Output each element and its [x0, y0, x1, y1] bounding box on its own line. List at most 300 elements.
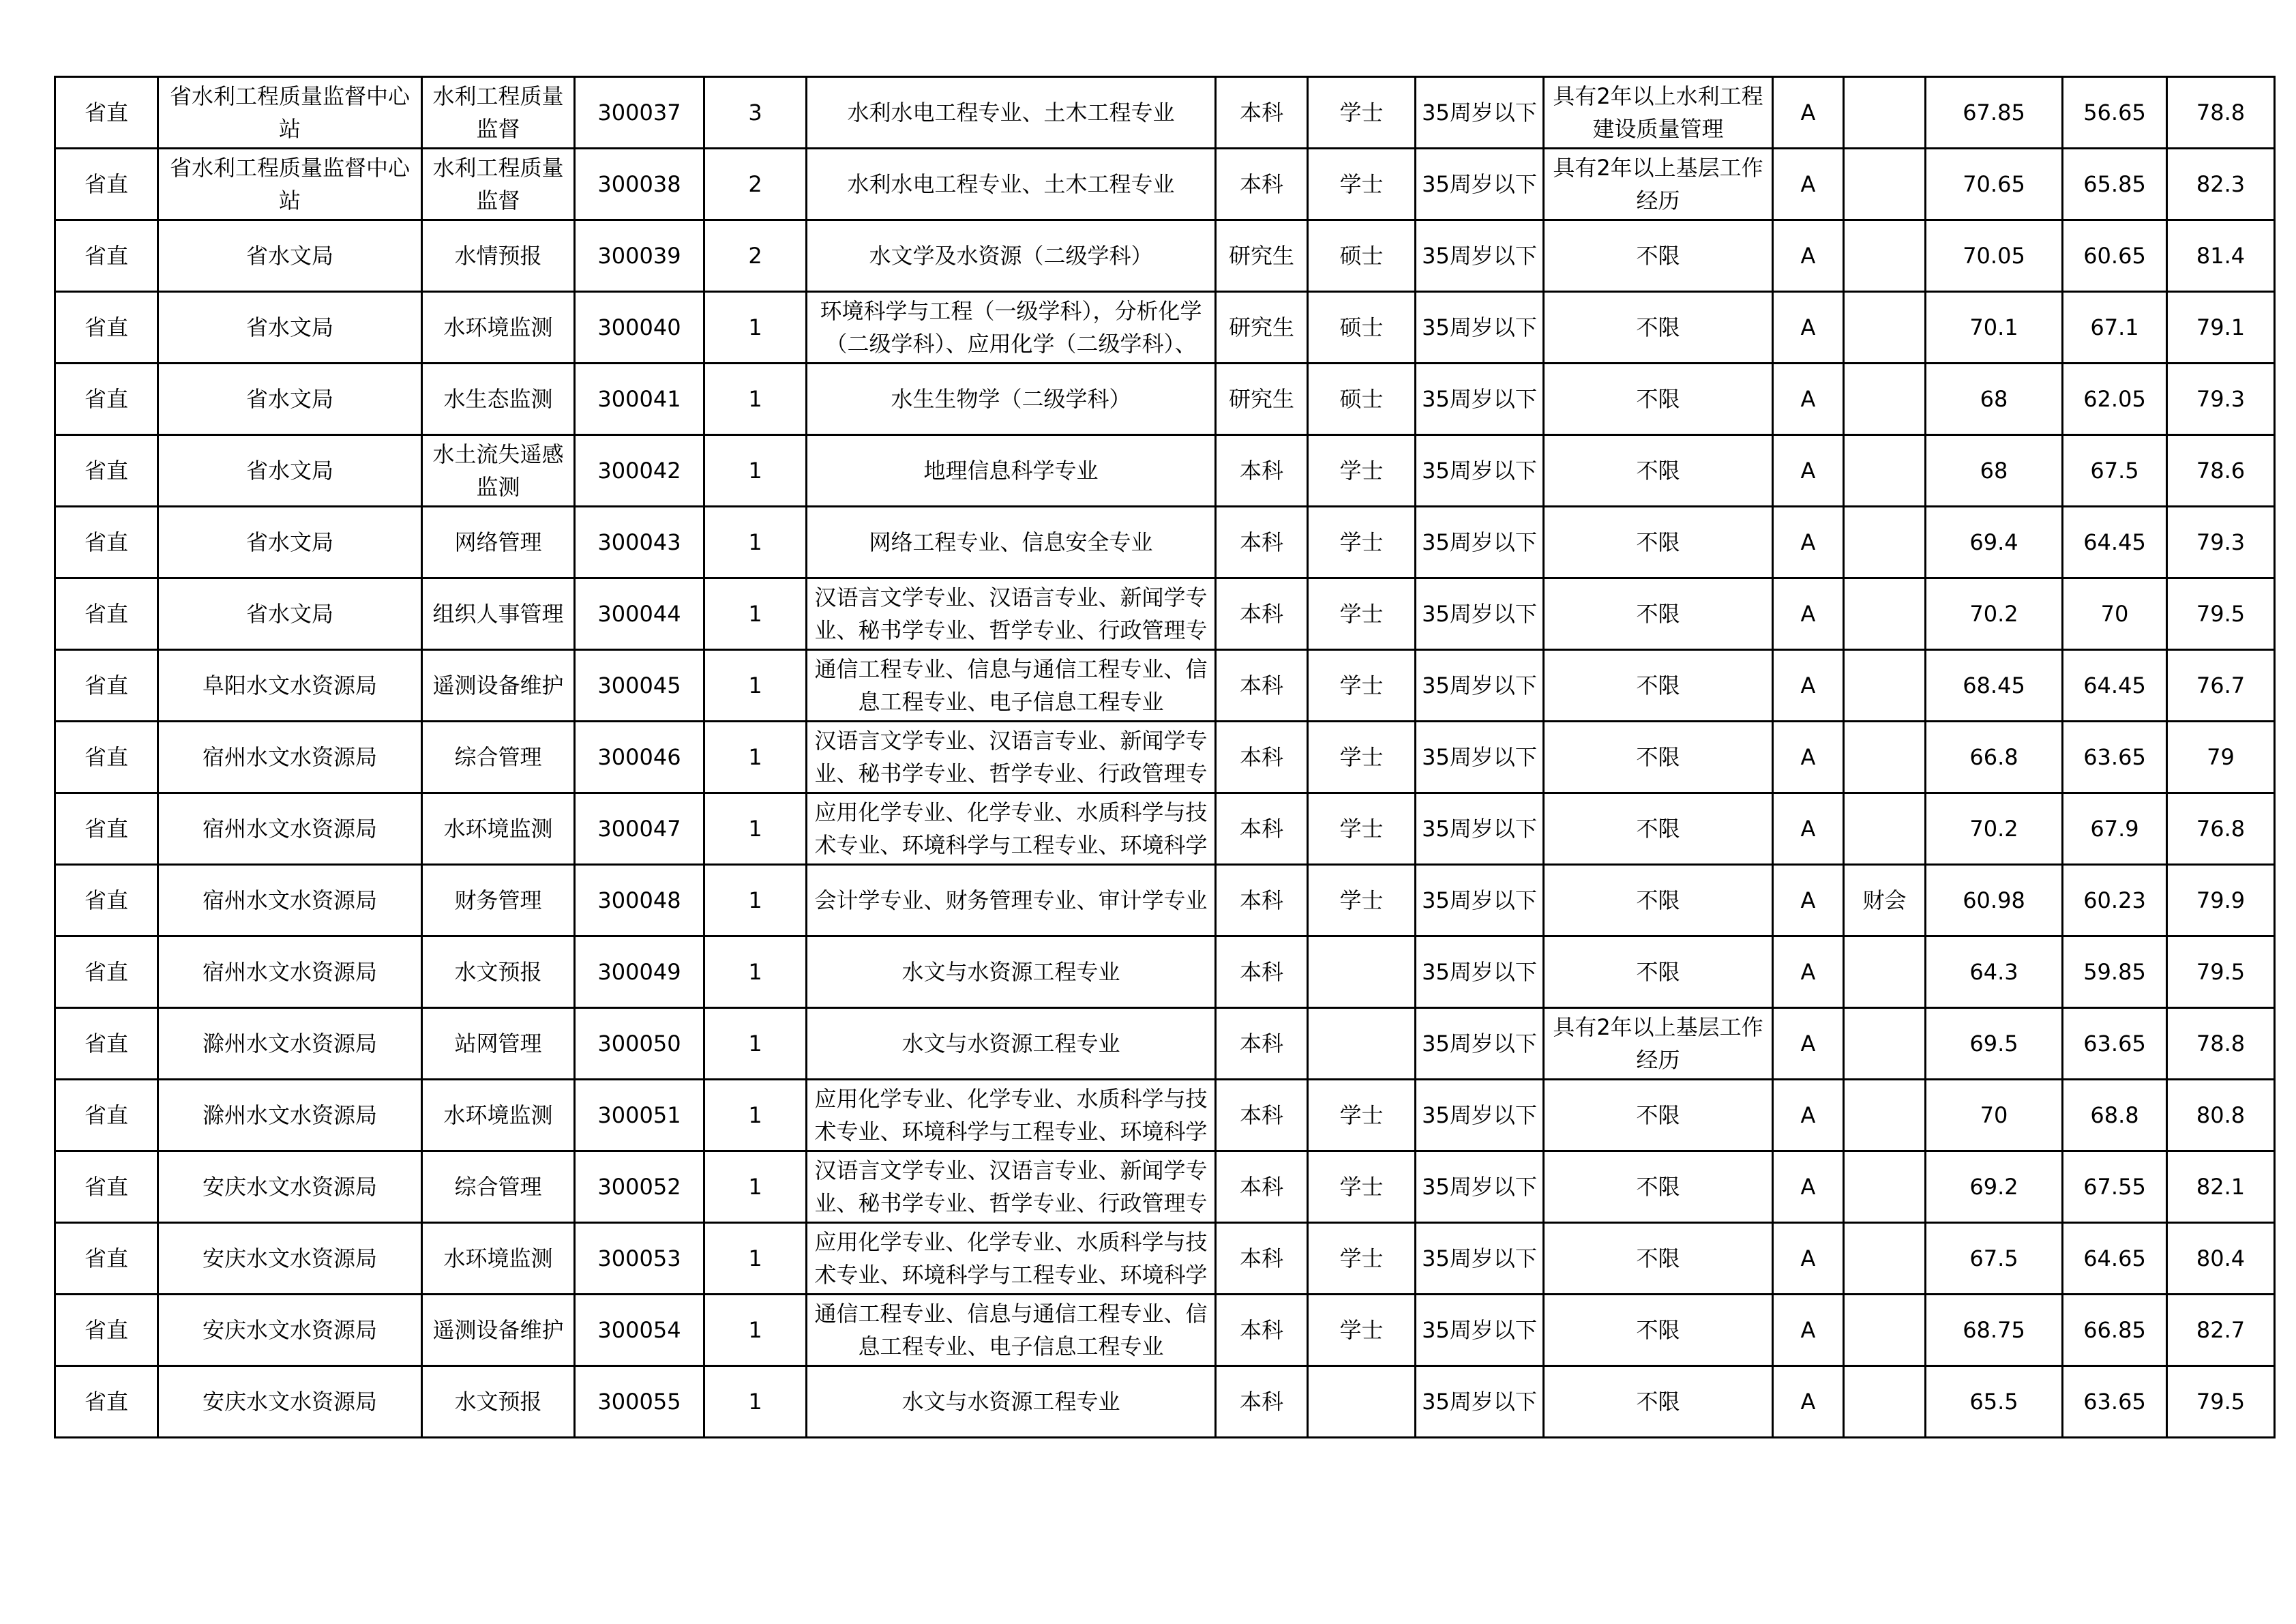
table-row	[55, 650, 2275, 722]
cell-text-major: 应用化学专业、化学专业、水质科学与技术专业、环境科学与工程专业、环境科学	[814, 1086, 1208, 1145]
cell-text-code: 300038	[597, 171, 681, 197]
cell-note	[1844, 149, 1926, 220]
cell-text-other: 不限	[1636, 1389, 1680, 1415]
cell-education	[1216, 1080, 1308, 1151]
cell-count	[704, 507, 807, 578]
cell-text-unit: 宿州水文水资源局	[202, 816, 377, 842]
cell-text-count: 1	[748, 1102, 762, 1128]
cell-score1	[1926, 1295, 2063, 1366]
cell-text-level: 省直	[84, 744, 128, 770]
cell-text-position: 水文预报	[454, 959, 542, 985]
cell-text-count: 1	[748, 959, 762, 985]
cell-age	[1416, 149, 1544, 220]
cell-category	[1773, 77, 1844, 149]
cell-text-score3: 80.4	[2196, 1245, 2246, 1271]
cell-text-note: 财会	[1862, 887, 1907, 913]
cell-major	[807, 220, 1216, 292]
cell-text-major: 水文与水资源工程专业	[901, 959, 1120, 985]
cell-age	[1416, 1223, 1544, 1295]
cell-text-category: A	[1800, 1031, 1816, 1057]
cell-score1	[1926, 793, 2063, 865]
cell-level	[55, 149, 158, 220]
cell-level	[55, 865, 158, 936]
table-row	[55, 1295, 2275, 1366]
cell-note	[1844, 1366, 1926, 1438]
cell-unit	[158, 578, 422, 650]
cell-text-education: 本科	[1239, 816, 1283, 842]
cell-text-other: 不限	[1636, 529, 1680, 555]
cell-text-education: 本科	[1239, 171, 1283, 197]
cell-text-code: 300054	[597, 1317, 681, 1343]
cell-text-category: A	[1800, 959, 1816, 985]
cell-score2	[2063, 435, 2167, 507]
cell-score3	[2167, 865, 2275, 936]
cell-other	[1544, 650, 1773, 722]
cell-code	[575, 865, 704, 936]
cell-text-code: 300051	[597, 1102, 681, 1128]
cell-degree	[1308, 1080, 1416, 1151]
cell-note	[1844, 1008, 1926, 1080]
cell-text-age: 35周岁以下	[1422, 386, 1537, 412]
cell-text-score3: 79.3	[2196, 529, 2246, 555]
cell-category	[1773, 793, 1844, 865]
cell-count	[704, 1151, 807, 1223]
cell-text-age: 35周岁以下	[1422, 1031, 1537, 1057]
cell-position	[422, 1366, 575, 1438]
cell-age	[1416, 650, 1544, 722]
cell-position	[422, 507, 575, 578]
cell-text-age: 35周岁以下	[1422, 601, 1537, 627]
cell-text-major: 水文学及水资源（二级学科）	[869, 243, 1153, 269]
cell-score2	[2063, 149, 2167, 220]
cell-education	[1216, 220, 1308, 292]
cell-category	[1773, 1008, 1844, 1080]
cell-count	[704, 650, 807, 722]
cell-other	[1544, 77, 1773, 149]
cell-position	[422, 1151, 575, 1223]
cell-other	[1544, 435, 1773, 507]
cell-count	[704, 936, 807, 1008]
cell-text-degree: 硕士	[1339, 386, 1384, 412]
cell-education	[1216, 722, 1308, 793]
cell-text-other: 不限	[1636, 887, 1680, 913]
cell-text-code: 300052	[597, 1174, 681, 1200]
cell-unit	[158, 292, 422, 364]
cell-other	[1544, 220, 1773, 292]
cell-text-score1: 70.2	[1969, 816, 2018, 842]
cell-text-level: 省直	[84, 601, 128, 627]
cell-text-score1: 69.4	[1969, 529, 2018, 555]
cell-text-other: 不限	[1636, 386, 1680, 412]
cell-other	[1544, 1080, 1773, 1151]
cell-text-position: 组织人事管理	[432, 601, 564, 627]
cell-count	[704, 1223, 807, 1295]
cell-text-degree: 学士	[1339, 171, 1384, 197]
cell-age	[1416, 364, 1544, 435]
cell-text-score3: 79.5	[2196, 959, 2246, 985]
cell-text-other: 不限	[1636, 1174, 1680, 1200]
cell-code	[575, 722, 704, 793]
cell-text-category: A	[1800, 887, 1816, 913]
cell-note	[1844, 292, 1926, 364]
cell-position	[422, 435, 575, 507]
cell-note	[1844, 936, 1926, 1008]
cell-text-code: 300037	[597, 100, 681, 126]
cell-text-position: 水利工程质量监督	[432, 155, 564, 213]
cell-text-unit: 省水文局	[245, 601, 333, 627]
cell-text-score2: 67.55	[2083, 1174, 2146, 1200]
cell-category	[1773, 1295, 1844, 1366]
cell-text-score1: 60.98	[1963, 887, 2025, 913]
cell-text-degree: 学士	[1339, 601, 1384, 627]
cell-other	[1544, 1008, 1773, 1080]
cell-education	[1216, 793, 1308, 865]
cell-level	[55, 793, 158, 865]
cell-count	[704, 77, 807, 149]
cell-text-degree: 学士	[1339, 744, 1384, 770]
cell-text-score3: 80.8	[2196, 1102, 2246, 1128]
table-row	[55, 1080, 2275, 1151]
cell-text-score3: 79	[2207, 744, 2235, 770]
cell-text-score2: 63.65	[2083, 1389, 2146, 1415]
cell-major	[807, 936, 1216, 1008]
cell-score2	[2063, 1080, 2167, 1151]
cell-code	[575, 1295, 704, 1366]
cell-level	[55, 1366, 158, 1438]
cell-position	[422, 292, 575, 364]
cell-education	[1216, 149, 1308, 220]
cell-text-age: 35周岁以下	[1422, 243, 1537, 269]
cell-count	[704, 149, 807, 220]
cell-text-score2: 67.1	[2090, 314, 2139, 340]
cell-text-position: 综合管理	[454, 1174, 542, 1200]
cell-text-education: 本科	[1239, 673, 1283, 698]
cell-text-category: A	[1800, 673, 1816, 698]
cell-age	[1416, 435, 1544, 507]
cell-text-major: 水文与水资源工程专业	[901, 1031, 1120, 1057]
cell-text-code: 300042	[597, 458, 681, 484]
cell-text-unit: 滁州水文水资源局	[202, 1031, 377, 1057]
cell-text-other: 不限	[1636, 601, 1680, 627]
cell-score1	[1926, 292, 2063, 364]
cell-level	[55, 1008, 158, 1080]
cell-text-score2: 59.85	[2083, 959, 2146, 985]
table-row	[55, 364, 2275, 435]
cell-text-score2: 70	[2100, 601, 2129, 627]
cell-text-education: 研究生	[1228, 386, 1294, 412]
cell-other	[1544, 793, 1773, 865]
cell-education	[1216, 1151, 1308, 1223]
cell-text-age: 35周岁以下	[1422, 959, 1537, 985]
cell-text-age: 35周岁以下	[1422, 171, 1537, 197]
cell-level	[55, 1223, 158, 1295]
cell-score2	[2063, 722, 2167, 793]
cell-text-unit: 省水文局	[245, 458, 333, 484]
cell-text-education: 本科	[1239, 1389, 1283, 1415]
cell-text-education: 研究生	[1228, 314, 1294, 340]
cell-text-major: 网络工程专业、信息安全专业	[869, 529, 1153, 555]
recruitment-table	[54, 76, 2276, 1438]
cell-text-other: 不限	[1636, 1245, 1680, 1271]
cell-degree	[1308, 1295, 1416, 1366]
cell-text-level: 省直	[84, 1174, 128, 1200]
cell-position	[422, 1295, 575, 1366]
cell-text-degree: 学士	[1339, 1245, 1384, 1271]
cell-category	[1773, 292, 1844, 364]
cell-category	[1773, 1223, 1844, 1295]
cell-text-count: 1	[748, 314, 762, 340]
cell-text-count: 1	[748, 744, 762, 770]
cell-text-major: 会计学专业、财务管理专业、审计学专业	[814, 887, 1208, 913]
cell-note	[1844, 435, 1926, 507]
cell-text-degree: 学士	[1339, 1102, 1384, 1128]
cell-text-count: 2	[748, 243, 762, 269]
cell-text-degree: 学士	[1339, 1317, 1384, 1343]
cell-count	[704, 793, 807, 865]
cell-score1	[1926, 507, 2063, 578]
cell-major	[807, 793, 1216, 865]
cell-text-level: 省直	[84, 1102, 128, 1128]
cell-age	[1416, 722, 1544, 793]
cell-major	[807, 578, 1216, 650]
cell-text-score1: 66.8	[1969, 744, 2018, 770]
cell-text-score2: 65.85	[2083, 171, 2146, 197]
cell-category	[1773, 1080, 1844, 1151]
cell-text-degree: 学士	[1339, 529, 1384, 555]
cell-text-level: 省直	[84, 458, 128, 484]
cell-score3	[2167, 1151, 2275, 1223]
cell-major	[807, 722, 1216, 793]
cell-text-education: 研究生	[1228, 243, 1294, 269]
cell-score1	[1926, 1223, 2063, 1295]
cell-category	[1773, 722, 1844, 793]
cell-text-code: 300040	[597, 314, 681, 340]
table-row	[55, 936, 2275, 1008]
cell-score1	[1926, 578, 2063, 650]
cell-text-major: 水利水电工程专业、土木工程专业	[847, 171, 1175, 197]
cell-text-position: 财务管理	[454, 887, 542, 913]
cell-text-level: 省直	[84, 100, 128, 126]
table-body	[55, 77, 2275, 1438]
cell-note	[1844, 507, 1926, 578]
cell-text-count: 1	[748, 816, 762, 842]
cell-text-unit: 滁州水文水资源局	[202, 1102, 377, 1128]
cell-position	[422, 364, 575, 435]
cell-text-category: A	[1800, 1389, 1816, 1415]
cell-note	[1844, 1223, 1926, 1295]
cell-score3	[2167, 1295, 2275, 1366]
cell-text-score2: 62.05	[2083, 386, 2146, 412]
cell-text-code: 300050	[597, 1031, 681, 1057]
cell-other	[1544, 1151, 1773, 1223]
cell-text-score2: 67.5	[2090, 458, 2139, 484]
table-row	[55, 149, 2275, 220]
cell-text-level: 省直	[84, 673, 128, 698]
cell-count	[704, 1366, 807, 1438]
cell-code	[575, 149, 704, 220]
cell-text-degree: 学士	[1339, 816, 1384, 842]
cell-text-education: 本科	[1239, 744, 1283, 770]
cell-text-score2: 64.65	[2083, 1245, 2146, 1271]
cell-score3	[2167, 578, 2275, 650]
table-row	[55, 507, 2275, 578]
table-row	[55, 722, 2275, 793]
cell-text-age: 35周岁以下	[1422, 744, 1537, 770]
cell-text-degree: 学士	[1339, 458, 1384, 484]
cell-text-degree: 学士	[1339, 673, 1384, 698]
cell-other	[1544, 1295, 1773, 1366]
cell-education	[1216, 435, 1308, 507]
cell-level	[55, 1295, 158, 1366]
cell-text-age: 35周岁以下	[1422, 529, 1537, 555]
cell-category	[1773, 435, 1844, 507]
cell-text-count: 1	[748, 1389, 762, 1415]
cell-note	[1844, 793, 1926, 865]
cell-text-major: 应用化学专业、化学专业、水质科学与技术专业、环境科学与工程专业、环境科学	[814, 1229, 1208, 1288]
cell-text-score2: 64.45	[2083, 529, 2146, 555]
cell-unit	[158, 865, 422, 936]
cell-position	[422, 149, 575, 220]
cell-major	[807, 435, 1216, 507]
cell-category	[1773, 1151, 1844, 1223]
cell-text-category: A	[1800, 458, 1816, 484]
cell-level	[55, 1080, 158, 1151]
cell-text-unit: 宿州水文水资源局	[202, 887, 377, 913]
cell-text-score2: 60.65	[2083, 243, 2146, 269]
cell-score2	[2063, 650, 2167, 722]
cell-degree	[1308, 1223, 1416, 1295]
cell-text-degree: 学士	[1339, 887, 1384, 913]
cell-text-count: 1	[748, 386, 762, 412]
cell-text-score3: 82.3	[2196, 171, 2246, 197]
cell-degree	[1308, 1008, 1416, 1080]
cell-other	[1544, 364, 1773, 435]
cell-score3	[2167, 292, 2275, 364]
cell-text-score3: 79.1	[2196, 314, 2246, 340]
cell-score2	[2063, 220, 2167, 292]
cell-count	[704, 364, 807, 435]
cell-note	[1844, 77, 1926, 149]
cell-code	[575, 1223, 704, 1295]
cell-text-unit: 宿州水文水资源局	[202, 744, 377, 770]
cell-text-score2: 56.65	[2083, 100, 2146, 126]
cell-major	[807, 292, 1216, 364]
cell-score2	[2063, 936, 2167, 1008]
cell-score1	[1926, 435, 2063, 507]
cell-text-category: A	[1800, 243, 1816, 269]
table-row	[55, 77, 2275, 149]
cell-unit	[158, 722, 422, 793]
cell-code	[575, 936, 704, 1008]
cell-other	[1544, 936, 1773, 1008]
cell-text-other: 不限	[1636, 744, 1680, 770]
cell-text-count: 1	[748, 887, 762, 913]
cell-text-degree: 硕士	[1339, 314, 1384, 340]
cell-unit	[158, 793, 422, 865]
cell-education	[1216, 936, 1308, 1008]
cell-major	[807, 1008, 1216, 1080]
cell-text-code: 300039	[597, 243, 681, 269]
cell-text-other: 具有2年以上基层工作经历	[1553, 155, 1763, 213]
cell-text-category: A	[1800, 1245, 1816, 1271]
cell-degree	[1308, 77, 1416, 149]
cell-text-level: 省直	[84, 243, 128, 269]
cell-text-score2: 68.8	[2090, 1102, 2139, 1128]
cell-text-major: 汉语言文学专业、汉语言专业、新闻学专业、秘书学专业、哲学专业、行政管理专	[814, 728, 1208, 786]
cell-text-score1: 67.5	[1969, 1245, 2018, 1271]
cell-level	[55, 435, 158, 507]
cell-code	[575, 1366, 704, 1438]
cell-code	[575, 292, 704, 364]
cell-score3	[2167, 77, 2275, 149]
cell-score2	[2063, 578, 2167, 650]
cell-text-category: A	[1800, 386, 1816, 412]
cell-text-education: 本科	[1239, 1102, 1283, 1128]
cell-level	[55, 936, 158, 1008]
cell-text-other: 不限	[1636, 1102, 1680, 1128]
cell-text-position: 水环境监测	[443, 1102, 553, 1128]
cell-major	[807, 865, 1216, 936]
cell-code	[575, 77, 704, 149]
cell-degree	[1308, 578, 1416, 650]
cell-text-score2: 63.65	[2083, 744, 2146, 770]
cell-score2	[2063, 77, 2167, 149]
cell-category	[1773, 865, 1844, 936]
cell-major	[807, 650, 1216, 722]
cell-score3	[2167, 364, 2275, 435]
cell-note	[1844, 1151, 1926, 1223]
cell-score1	[1926, 722, 2063, 793]
cell-text-age: 35周岁以下	[1422, 100, 1537, 126]
cell-category	[1773, 650, 1844, 722]
cell-other	[1544, 1366, 1773, 1438]
cell-text-code: 300055	[597, 1389, 681, 1415]
cell-degree	[1308, 149, 1416, 220]
cell-text-position: 站网管理	[454, 1031, 542, 1057]
cell-unit	[158, 650, 422, 722]
cell-text-score1: 69.2	[1969, 1174, 2018, 1200]
cell-text-degree: 硕士	[1339, 243, 1384, 269]
cell-text-category: A	[1800, 816, 1816, 842]
cell-level	[55, 578, 158, 650]
cell-text-score3: 81.4	[2196, 243, 2246, 269]
cell-text-major: 应用化学专业、化学专业、水质科学与技术专业、环境科学与工程专业、环境科学	[814, 799, 1208, 858]
cell-education	[1216, 292, 1308, 364]
table-row	[55, 865, 2275, 936]
cell-text-score1: 70	[1980, 1102, 2008, 1128]
cell-text-age: 35周岁以下	[1422, 816, 1537, 842]
cell-degree	[1308, 1151, 1416, 1223]
cell-level	[55, 77, 158, 149]
cell-code	[575, 220, 704, 292]
cell-text-level: 省直	[84, 959, 128, 985]
cell-text-major: 环境科学与工程（一级学科），分析化学（二级学科）、应用化学（二级学科）、	[820, 298, 1202, 357]
cell-score2	[2063, 1151, 2167, 1223]
cell-text-other: 不限	[1636, 314, 1680, 340]
cell-text-score3: 82.7	[2196, 1317, 2246, 1343]
cell-text-unit: 省水利工程质量监督中心站	[169, 155, 410, 213]
cell-position	[422, 578, 575, 650]
cell-score1	[1926, 1080, 2063, 1151]
cell-text-other: 具有2年以上基层工作经历	[1553, 1014, 1763, 1073]
cell-text-score3: 82.1	[2196, 1174, 2246, 1200]
cell-text-code: 300048	[597, 887, 681, 913]
cell-count	[704, 1080, 807, 1151]
cell-text-unit: 安庆水文水资源局	[202, 1174, 377, 1200]
cell-position	[422, 793, 575, 865]
cell-text-code: 300045	[597, 673, 681, 698]
cell-age	[1416, 1151, 1544, 1223]
